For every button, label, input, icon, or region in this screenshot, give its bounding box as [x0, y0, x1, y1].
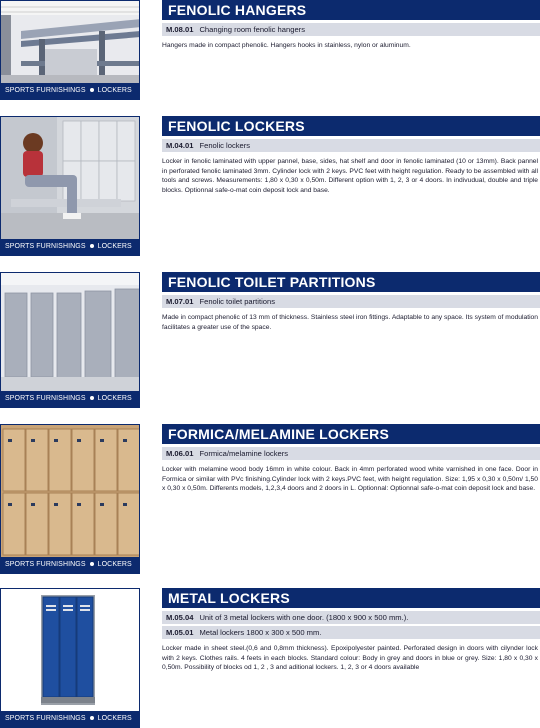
thumbnail-caption: SPORTS FURNISHINGS LOCKERS	[1, 711, 140, 727]
product-ref-row: M.04.01 Fenolic lockers	[162, 139, 540, 152]
section-content	[162, 272, 540, 332]
section-metal-lockers	[0, 588, 540, 728]
product-ref-row: M.08.01 Changing room fenolic hangers	[162, 23, 540, 36]
product-ref-row: M.05.01 Metal lockers 1800 x 300 x 500 mm.	[162, 626, 540, 639]
partitions-photo	[1, 273, 140, 393]
lockers-photo	[1, 117, 140, 241]
section-title: FENOLIC HANGERS	[162, 0, 540, 20]
section-title: FORMICA/MELAMINE LOCKERS	[162, 424, 540, 444]
product-ref-row: M.07.01 Fenolic toilet partitions	[162, 295, 540, 308]
thumbnail-caption: SPORTS FURNISHINGS LOCKERS	[1, 557, 140, 573]
section-content	[162, 116, 540, 195]
product-ref-row: M.05.04 Unit of 3 metal lockers with one door. (1800 x 900 x 500 mm.).	[162, 611, 540, 624]
product-thumbnail[interactable]	[0, 0, 140, 100]
section-fenolic-lockers	[0, 116, 540, 256]
section-title: METAL LOCKERS	[162, 588, 540, 608]
thumbnail-caption: SPORTS FURNISHINGS LOCKERS	[1, 391, 140, 407]
metal-lockers-photo	[1, 589, 140, 713]
section-description: Locker made in sheet steel.(0,6 and 0,8mm thickness). Epoxipolyester painted. Perforated design in doors with cilynder lock with 2 keys. Clothes rails. 4 feets in each blocks. Standard colour: Body in grey and doors in blue or grey. Size: 1,80 x 0,30 x 0,50m. Possibility of blocks od 1, 2 , 3 and aditional lockers. 1, 2, 3 or 4 doors available	[162, 645, 538, 672]
product-thumbnail[interactable]	[0, 424, 140, 574]
section-description: Hangers made in compact phenolic. Hangers hooks in stainless, nylon or aluminum.	[162, 42, 411, 49]
section-content	[162, 588, 540, 673]
section-fenolic-hangers	[0, 0, 540, 100]
product-thumbnail[interactable]	[0, 588, 140, 728]
hangers-photo	[1, 1, 140, 85]
section-description: Made in compact phenolic of 13 mm of thickness. Stainless steel iron fittings. Adaptable to any space. Its system of modulation facilitates a greater use of the space.	[162, 314, 538, 331]
thumbnail-caption: SPORTS FURNISHINGS LOCKERS	[1, 239, 140, 255]
product-thumbnail[interactable]	[0, 116, 140, 256]
section-title: FENOLIC LOCKERS	[162, 116, 540, 136]
section-title: FENOLIC TOILET PARTITIONS	[162, 272, 540, 292]
section-content	[162, 0, 540, 51]
thumbnail-caption: SPORTS FURNISHINGS LOCKERS	[1, 83, 140, 99]
product-thumbnail[interactable]	[0, 272, 140, 408]
section-content	[162, 424, 540, 494]
section-description: Locker with melamine wood body 16mm in white colour. Back in 4mm perforated wood white varnished in one face. Door in Formica or similar with PVc finishing.Cylinder lock with 2 keys.PVC feet, with height regulation. Size: 1,95 x 0,30 x 0,50m/ 1,50 x 0,30 x 0,50m. Differents models, 1,2,3,4 doors and 2 doors in L. Optionnal: Optionnal safe-o-mat coin deposit lock and base.	[162, 466, 538, 493]
section-formica-melamine-lockers	[0, 424, 540, 574]
melamine-lockers-photo	[1, 425, 140, 559]
section-fenolic-toilet-partitions	[0, 272, 540, 408]
product-ref-row: M.06.01 Formica/melamine lockers	[162, 447, 540, 460]
section-description: Locker in fenolic laminated with upper pannel, base, sides, hat shelf and door in fenolic laminated (10 or 13mm). Back pannel in perforated fenolic laminated 3mm. Cylinder lock with 2 keys. PVC feet with height regulation. Ready to be assembled with all tools and screws. Measurements: 1,80 x 0,30 x 0,50m. Different option with 1, 2, 3 or 4 doors. In indivudual, double and triple blocks. Optionnal safe-o-mat coin deposit lock and base.	[162, 158, 538, 194]
